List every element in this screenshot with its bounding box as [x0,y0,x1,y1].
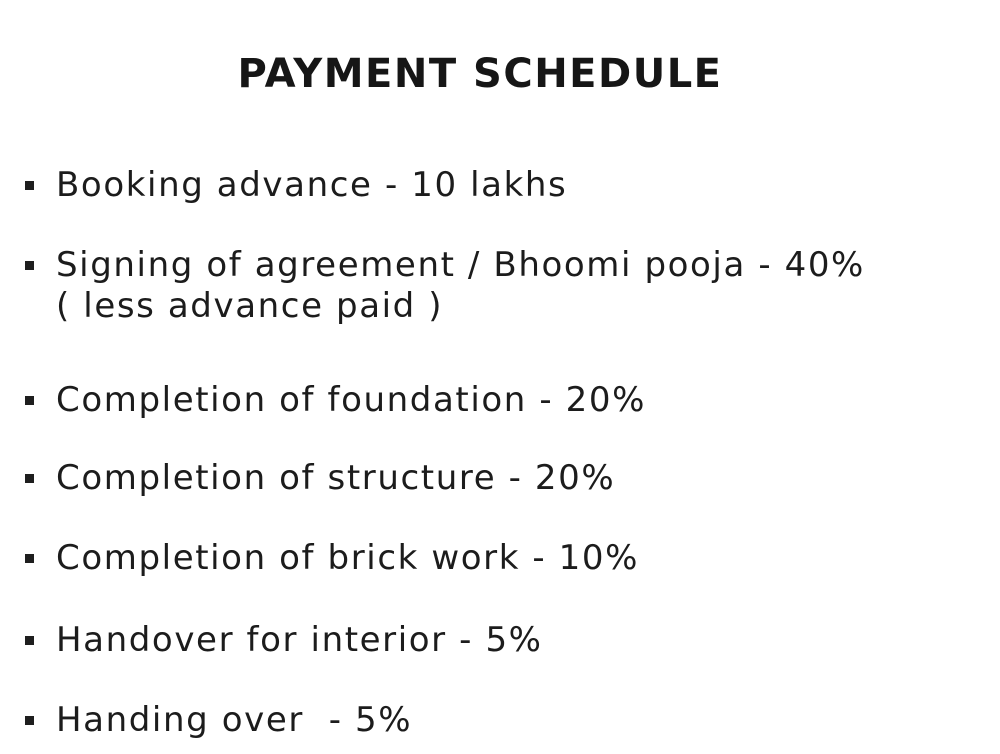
list-item-text: Completion of brick work - 10% [56,538,640,578]
list-item-text: Signing of agreement / Bhoomi pooja - 40% [56,245,865,285]
page-title: PAYMENT SCHEDULE [237,51,723,97]
list-item-text: Handing over - 5% [56,700,413,740]
list-item-text: Handover for interior - 5% [56,620,543,660]
bullet-icon [25,181,34,190]
bullet-icon [25,474,34,483]
bullet-icon [25,636,34,645]
list-item-text: Booking advance - 10 lakhs [56,165,568,205]
bullet-icon [25,716,34,725]
list-item-text: Completion of foundation - 20% [56,380,646,420]
bullet-icon [25,554,34,563]
list-item-text: Completion of structure - 20% [56,458,616,498]
bullet-icon [25,396,34,405]
list-item-note: ( less advance paid ) [56,286,444,326]
bullet-icon [25,261,34,270]
